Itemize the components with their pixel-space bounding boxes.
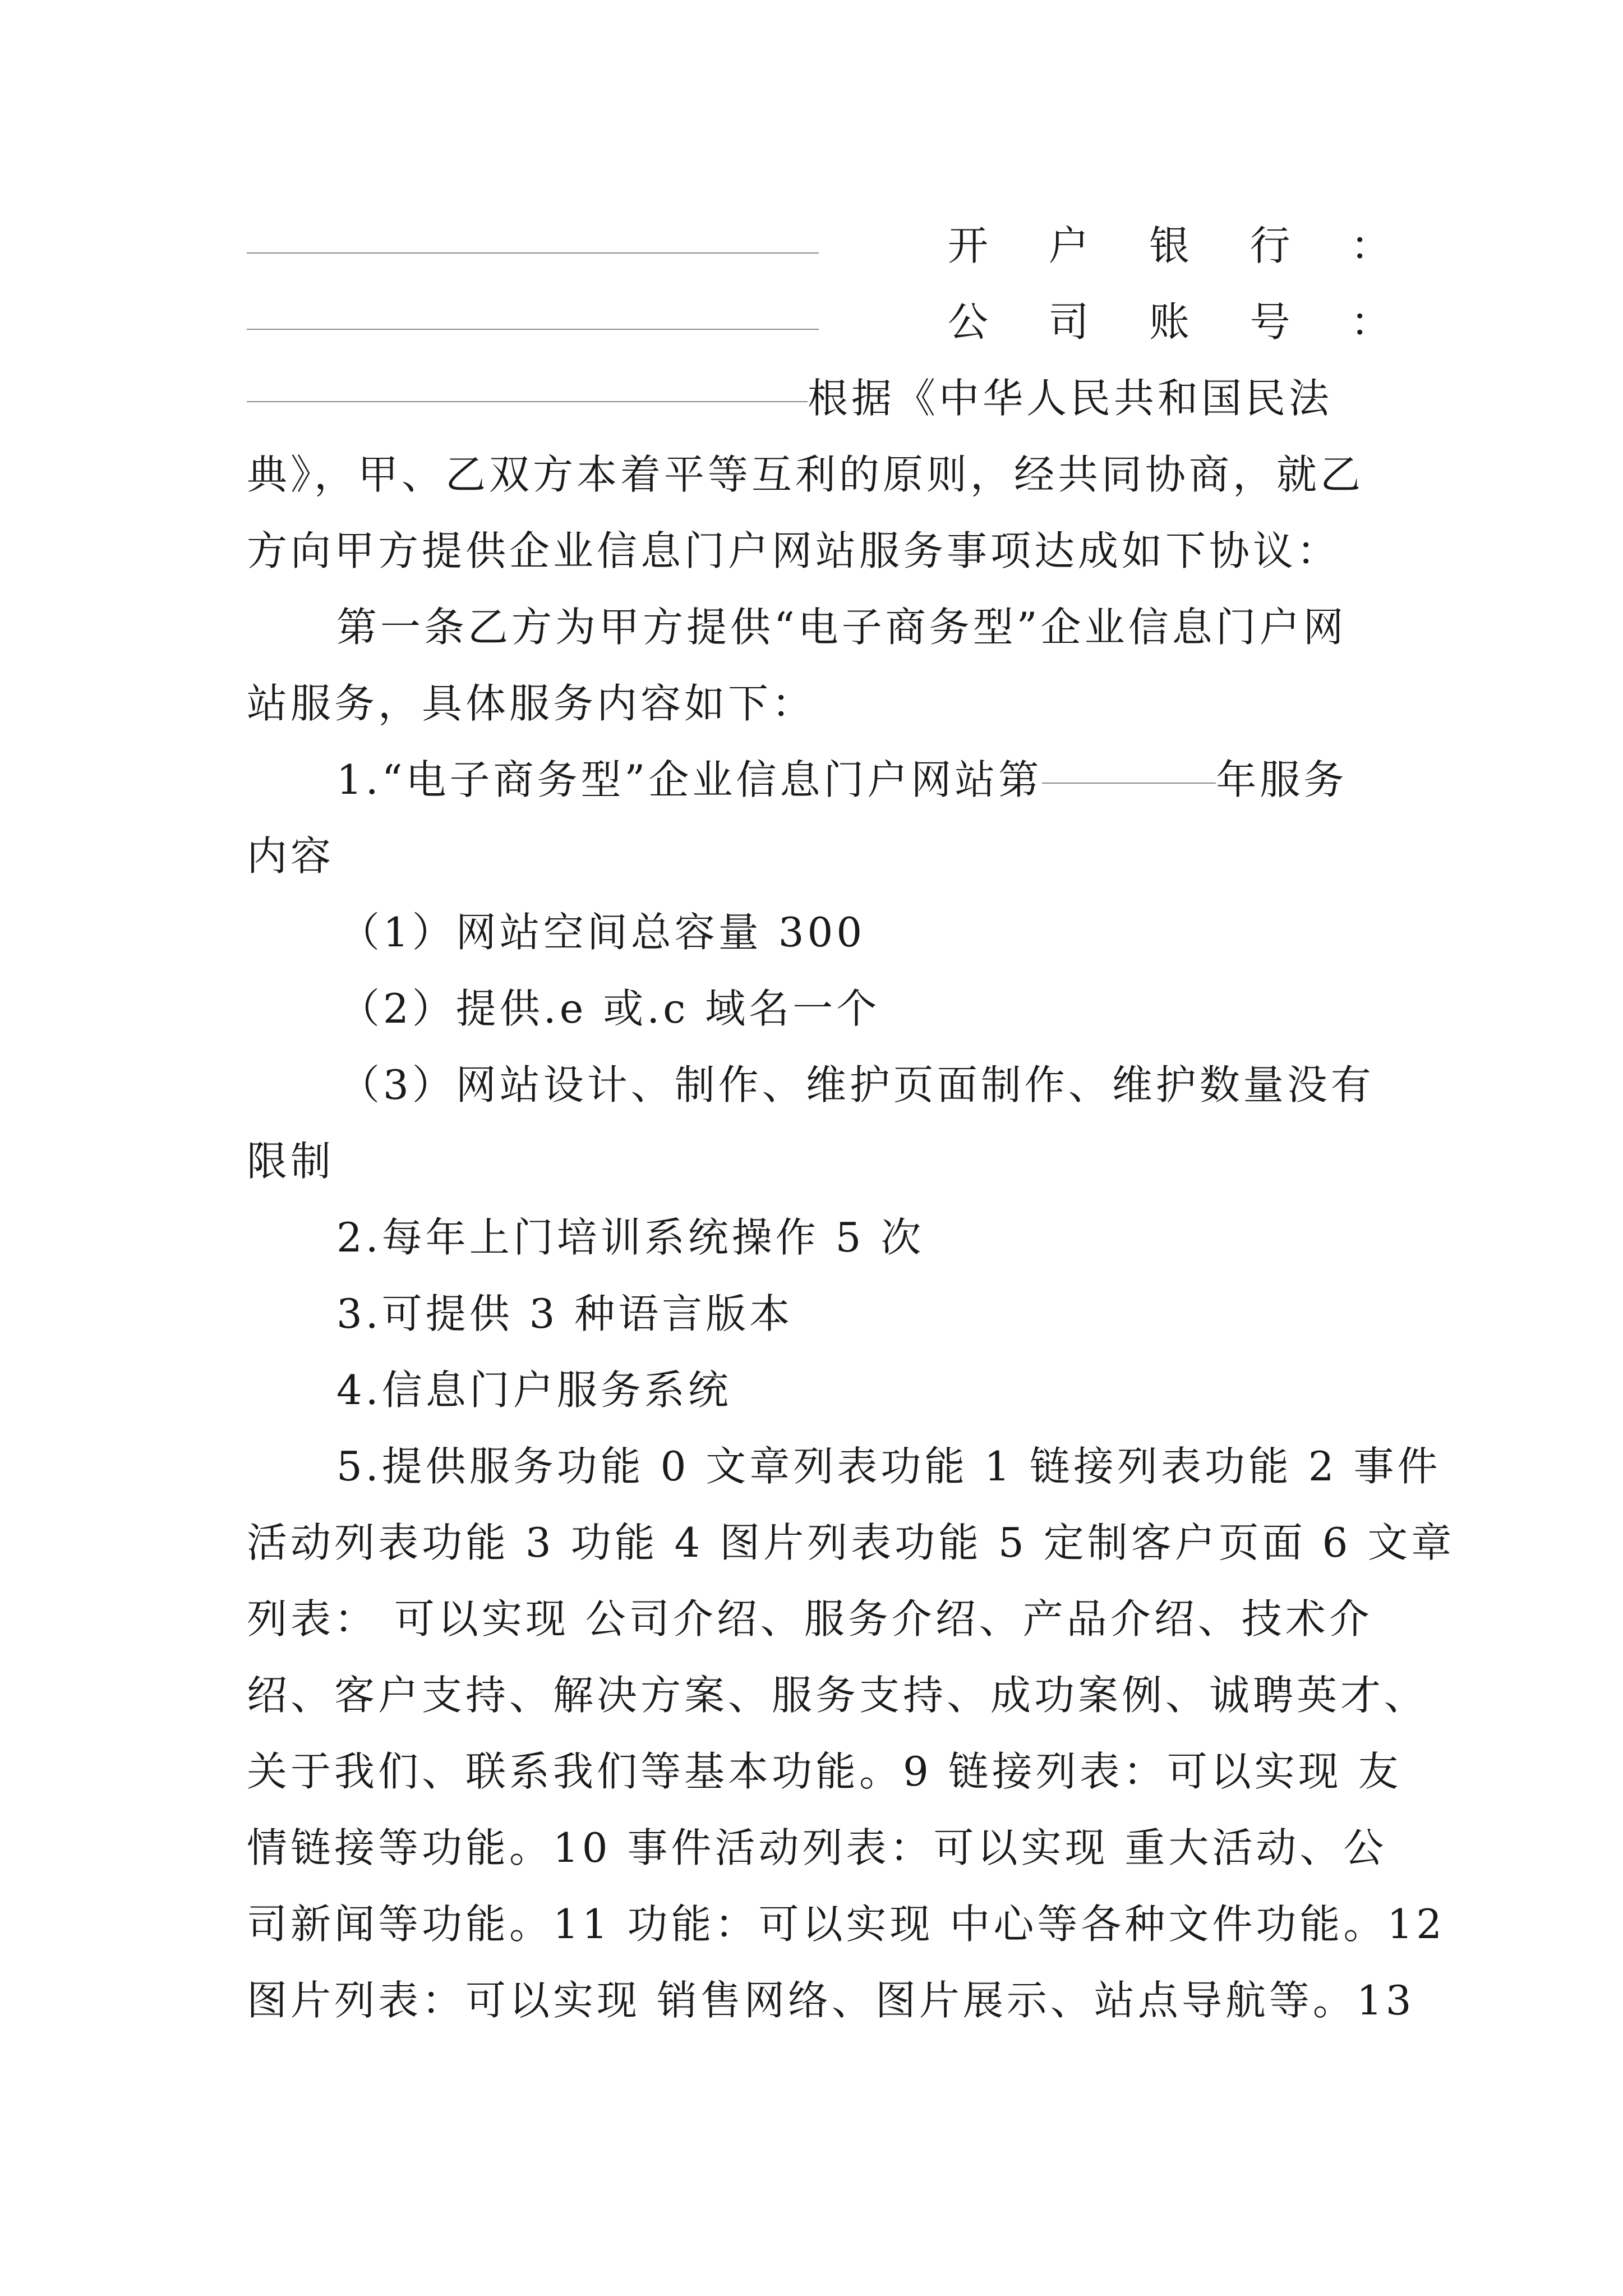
account-label bbox=[948, 284, 1391, 360]
item-5-line-7: 司新闻等功能。11 功能：可以实现 中心等各种文件功能。12 bbox=[247, 1901, 1446, 1948]
item-5-line-2: 活动列表功能 3 功能 4 图片列表功能 5 定制客户页面 6 文章 bbox=[247, 1519, 1455, 1566]
label-char: 行 bbox=[1249, 222, 1290, 269]
sub-item-3-line-1: （3）网站设计、制作、维护页面制作、维护数量没有 bbox=[339, 1061, 1375, 1108]
item-4: 4.信息门户服务系统 bbox=[336, 1366, 732, 1414]
label-char: 账 bbox=[1149, 298, 1189, 346]
intro-line-1 bbox=[247, 360, 1385, 436]
label-char: 公 bbox=[948, 298, 989, 346]
item-5-line-5: 关于我们、联系我们等基本功能。9 链接列表：可以实现 友 bbox=[247, 1748, 1402, 1795]
year-fill-blank bbox=[1042, 781, 1216, 784]
intro-line-3: 方向甲方提供企业信息门户网站服务事项达成如下协议： bbox=[247, 527, 1341, 574]
label-char: ： bbox=[1350, 222, 1391, 269]
intro-text: 根据《中华人民共和国民法 bbox=[808, 375, 1333, 422]
intro-fill-blank bbox=[247, 400, 808, 402]
label-char: 司 bbox=[1048, 298, 1089, 346]
item-5-line-6: 情链接等功能。10 事件活动列表：可以实现 重大活动、公 bbox=[247, 1824, 1387, 1871]
item-1-prefix: 1.“电子商务型”企业信息门户网站第 bbox=[336, 756, 1043, 803]
account-row bbox=[247, 284, 1391, 360]
label-char: 号 bbox=[1249, 298, 1290, 346]
article-1-line-2: 站服务，具体服务内容如下： bbox=[247, 680, 816, 727]
bank-fill-blank bbox=[247, 252, 819, 254]
bank-row bbox=[247, 208, 1391, 284]
label-char: 银 bbox=[1149, 222, 1189, 269]
item-1-suffix: 年服务 bbox=[1216, 756, 1348, 803]
item-5-line-1: 5.提供服务功能 0 文章列表功能 1 链接列表功能 2 事件 bbox=[336, 1443, 1441, 1490]
sub-item-2: （2）提供.e 或.c 域名一个 bbox=[339, 985, 880, 1032]
account-fill-blank bbox=[247, 329, 819, 330]
intro-line-2: 典》，甲、乙双方本着平等互利的原则，经共同协商，就乙 bbox=[247, 451, 1364, 498]
sub-item-3-line-2: 限制 bbox=[247, 1138, 335, 1185]
label-char: ： bbox=[1350, 298, 1391, 346]
article-1-line-1: 第一条乙方为甲方提供“电子商务型”企业信息门户网 bbox=[336, 604, 1347, 651]
item-5-line-3: 列表： 可以实现 公司介绍、服务介绍、产品介绍、技术介 bbox=[247, 1595, 1373, 1642]
label-char: 开 bbox=[948, 222, 989, 269]
item-1-line-1 bbox=[247, 742, 1385, 818]
item-2: 2.每年上门培训系统操作 5 次 bbox=[336, 1214, 925, 1261]
sub-item-1: （1）网站空间总容量 300 bbox=[339, 909, 866, 956]
item-5-line-4: 绍、客户支持、解决方案、服务支持、成功案例、诚聘英才、 bbox=[247, 1672, 1428, 1719]
item-5-line-8: 图片列表：可以实现 销售网络、图片展示、站点导航等。13 bbox=[247, 1977, 1415, 2024]
label-char: 户 bbox=[1048, 222, 1089, 269]
item-3: 3.可提供 3 种语言版本 bbox=[336, 1290, 794, 1337]
bank-label bbox=[948, 208, 1391, 284]
item-1-line-2: 内容 bbox=[247, 832, 335, 880]
